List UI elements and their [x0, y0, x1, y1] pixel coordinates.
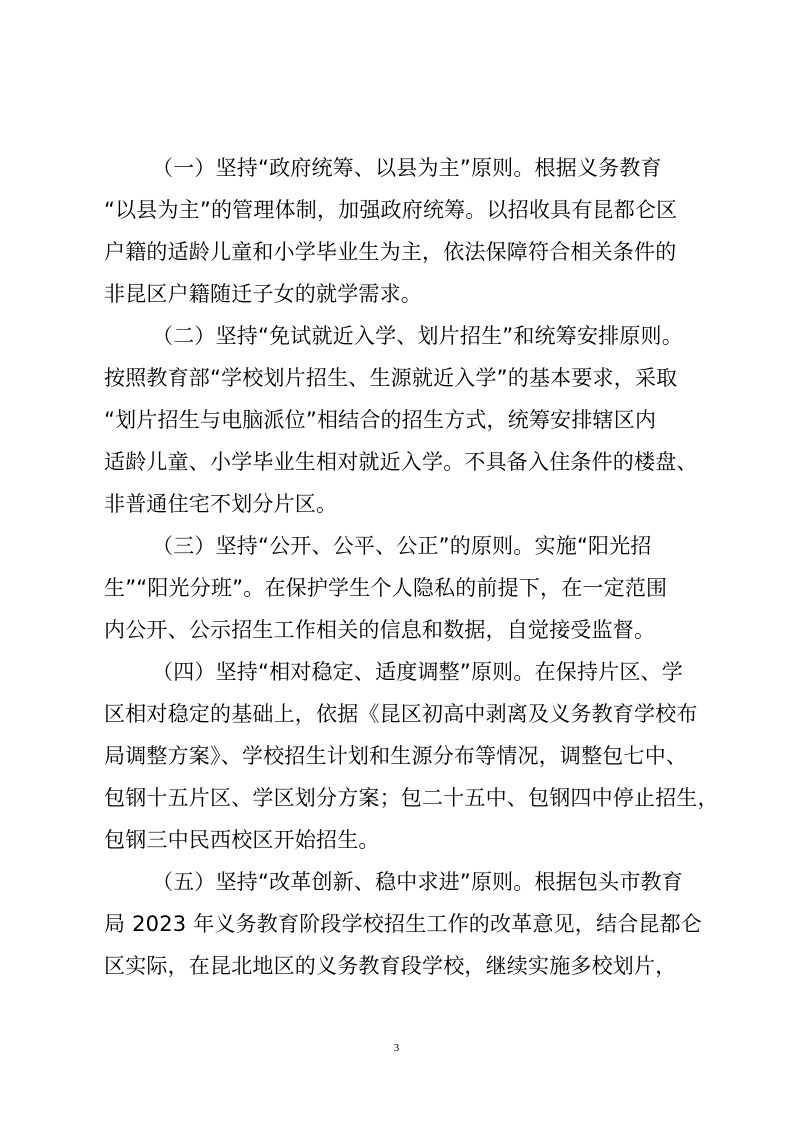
- text-line: “划片招生与电脑派位”相结合的招生方式，统筹安排辖区内: [104, 408, 657, 432]
- text-line: 户籍的适龄儿童和小学毕业生为主，依法保障符合相关条件的: [104, 240, 677, 264]
- text-line: 区实际，在昆北地区的义务教育段学校，继续实施多校划片，: [104, 954, 677, 978]
- text-line: “以县为主”的管理体制，加强政府统筹。以招收具有昆都仑区: [104, 198, 678, 222]
- page-number: 3: [393, 1042, 400, 1054]
- text-line: （二）坚持“免试就近入学、划片招生”和统筹安排原则。: [152, 324, 683, 348]
- text-line: （四）坚持“相对稳定、适度调整”原则。在保持片区、学: [152, 660, 683, 684]
- text-line: （五）坚持“改革创新、稳中求进”原则。根据包头市教育: [152, 870, 683, 894]
- text-line: （一）坚持“政府统筹、以县为主”原则。根据义务教育: [152, 156, 662, 180]
- text-line: 包钢三中民西校区开始招生。: [104, 828, 380, 852]
- text-line: 内公开、公示招生工作相关的信息和数据，自觉接受监督。: [104, 618, 656, 642]
- text-line: 包钢十五片区、学区划分方案；包二十五中、包钢四中停止招生，: [104, 786, 719, 810]
- text-line: 局 2023 年义务教育阶段学校招生工作的改革意见，结合昆都仑: [104, 912, 702, 936]
- text-line: 按照教育部“学校划片招生、生源就近入学”的基本要求，采取: [104, 366, 678, 390]
- text-line: 适龄儿童、小学毕业生相对就近入学。不具备入住条件的楼盘、: [104, 450, 698, 474]
- text-line: （三）坚持“公开、公平、公正”的原则。实施“阳光招: [152, 534, 652, 558]
- text-line: 非普通住宅不划分片区。: [104, 492, 338, 516]
- text-line: 区相对稳定的基础上，依据《昆区初高中剥离及义务教育学校布: [104, 702, 698, 726]
- text-line: 生”“阳光分班”。在保护学生个人隐私的前提下，在一定范围: [104, 576, 668, 600]
- text-line: 非昆区户籍随迁子女的就学需求。: [104, 282, 422, 306]
- text-line: 局调整方案》、学校招生计划和生源分布等情况，调整包七中、: [104, 744, 688, 768]
